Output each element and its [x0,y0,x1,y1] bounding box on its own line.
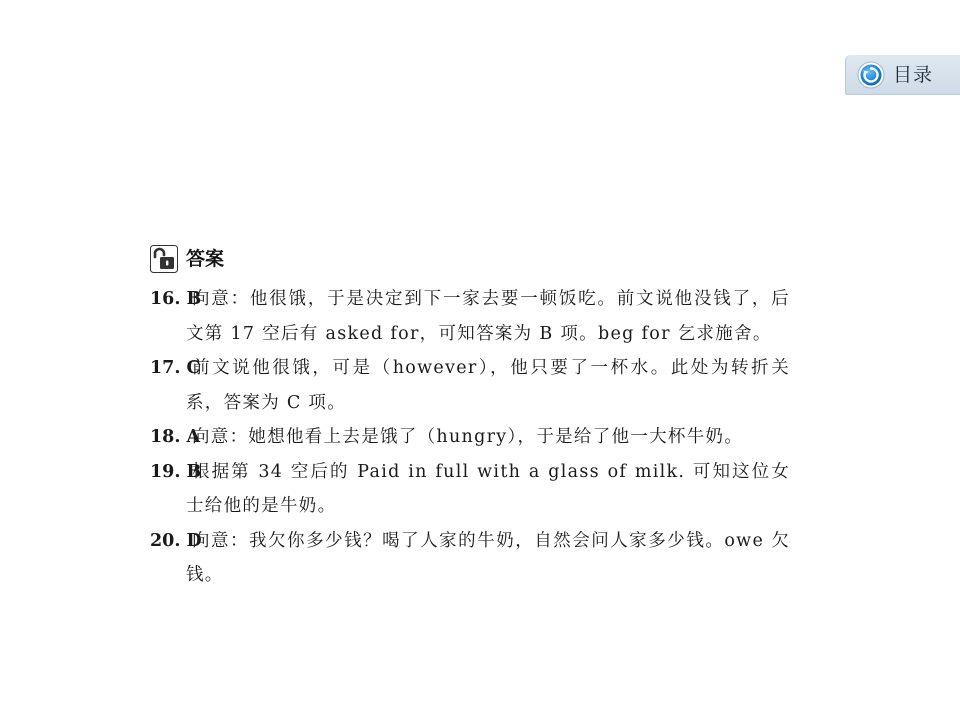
answer-number: 19. B [150,461,202,482]
answer-item [150,420,790,455]
answer-explanation: 向意：她想他看上去是饿了（hungry），于是给了他一大杯牛奶。 [192,427,744,447]
answer-number: 20. D [150,530,202,551]
answer-title: 答案 [186,248,225,270]
answer-explanation: 向意：他很饿，于是决定到下一家去要一顿饭吃。前文说他没钱了，后文第 17 空后有 asked for，可知答案为 B 项。beg for 乞求施舍。 [186,289,790,344]
open-lock-icon [150,245,178,273]
answer-list [150,282,790,593]
answer-number: 17. C [150,358,201,378]
answer-item [150,455,790,524]
refresh-circle-icon [857,61,885,89]
toc-label: 目录 [893,64,934,86]
answer-number: 16. B [150,289,202,309]
answer-item [150,282,790,351]
answer-number: 18. A [150,427,201,447]
answer-item [150,351,790,420]
answer-item [150,524,790,593]
answer-explanation: 前文说他很饿，可是（however），他只要了一杯水。此处为转折关系，答案为 C 项。 [186,358,790,413]
table-of-contents-button[interactable] [845,55,960,95]
answer-explanation: 根据第 34 空后的 Paid in full with a glass of milk. 可知这位女士给他的是牛奶。 [186,461,790,516]
answer-explanation: 向意：我欠你多少钱？喝了人家的牛奶，自然会问人家多少钱。owe 欠钱。 [186,530,790,585]
